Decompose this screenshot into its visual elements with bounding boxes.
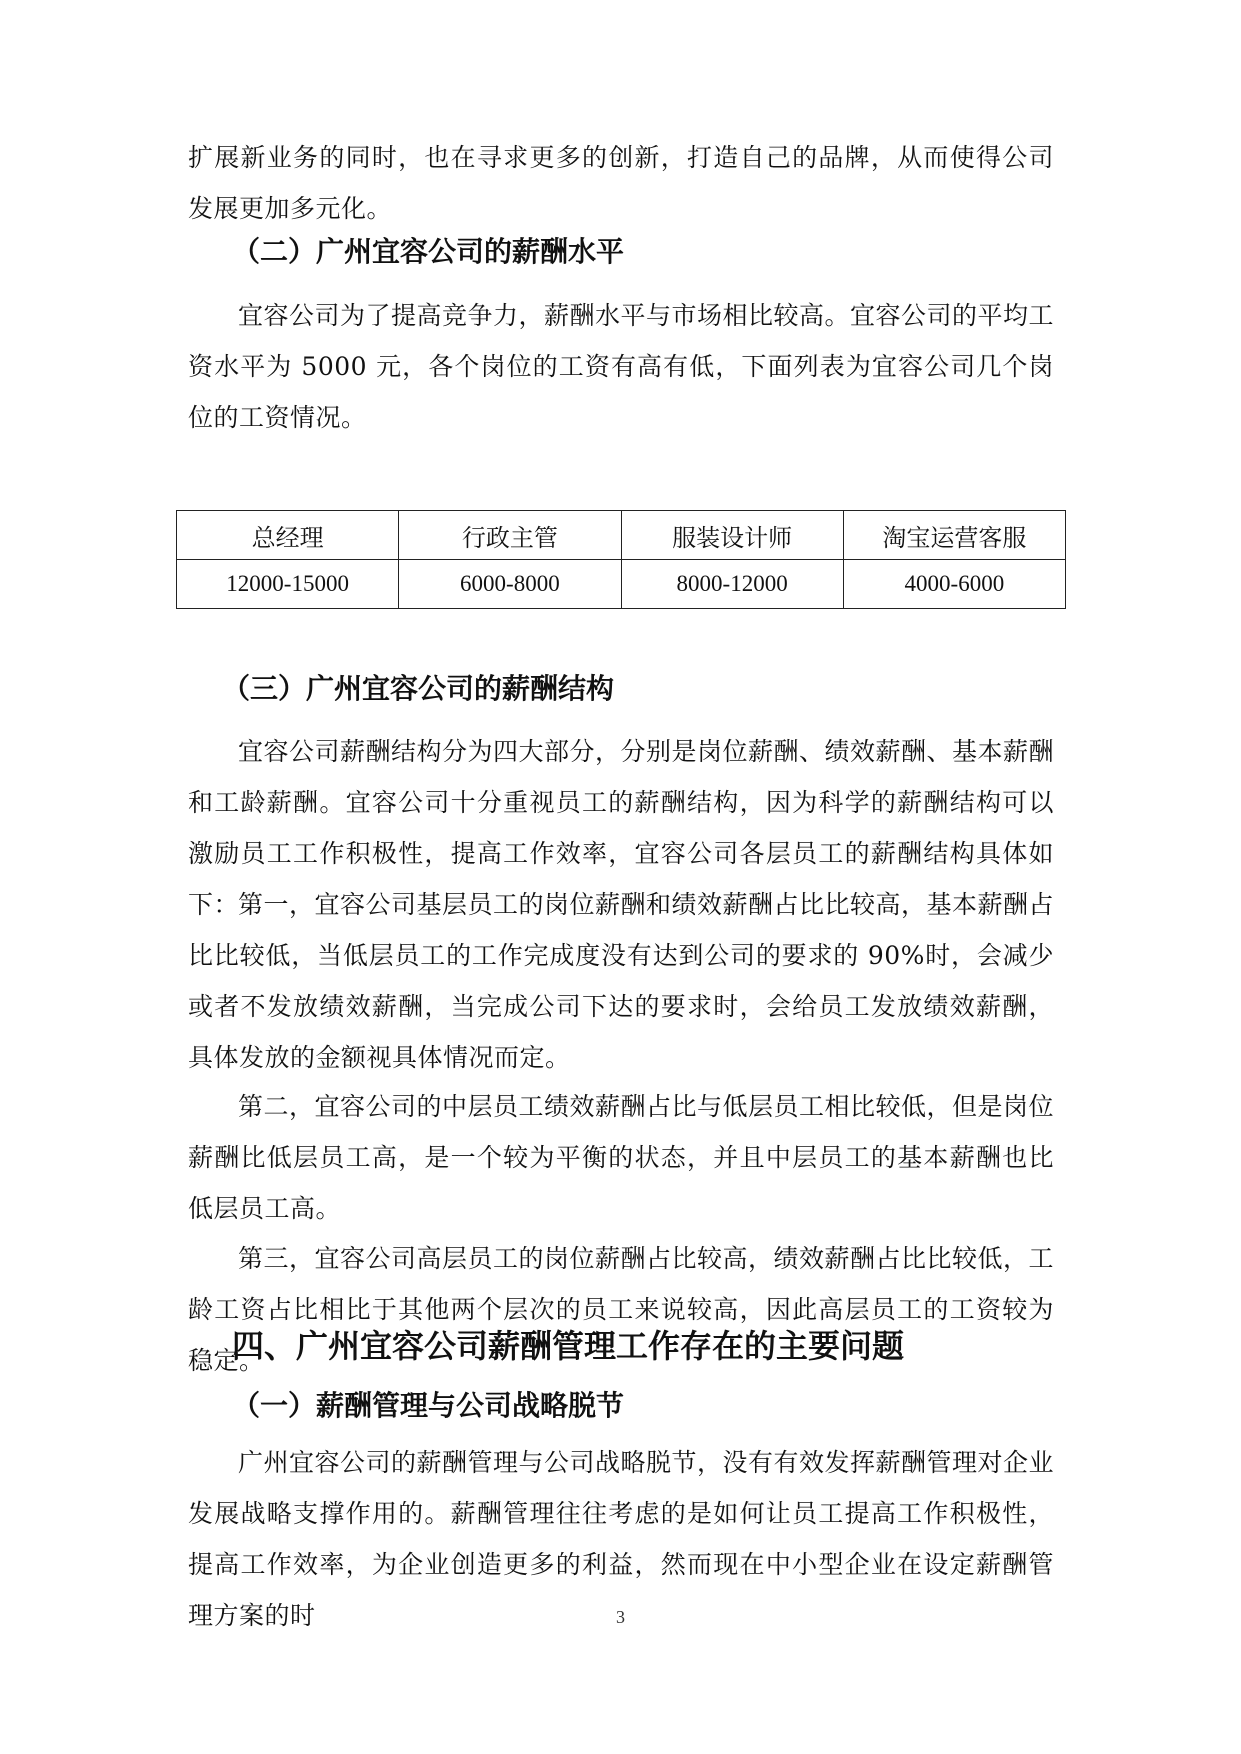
heading-salary-structure: （三）广州宜容公司的薪酬结构 xyxy=(222,672,615,705)
paragraph-continuation: 扩展新业务的同时，也在寻求更多的创新，打造自己的品牌，从而使得公司发展更加多元化。 xyxy=(188,143,1054,223)
paragraph-salary-level: 宜容公司为了提高竞争力，薪酬水平与市场相比较高。宜容公司的平均工资水平为 5000 元，各个岗位的工资有高有低，下面列表为宜容公司几个岗位的工资情况。 xyxy=(188,301,1055,432)
paragraph-problem-one: 广州宜容公司的薪酬管理与公司战略脱节，没有有效发挥薪酬管理对企业发展战略支撑作用的。薪酬管理往往考虑的是如何让员工提高工作积极性，提高工作效率，为企业创造更多的利益，然而现在中小型企业在设定薪酬管理方案的时 xyxy=(188,1448,1055,1630)
heading-problem-one: （一）薪酬管理与公司战略脱节 xyxy=(232,1389,625,1422)
salary-table-value-cell: 8000-12000 xyxy=(621,560,843,609)
salary-table-header-cell: 淘宝运营客服 xyxy=(843,511,1065,560)
salary-table-header-row xyxy=(177,511,1066,560)
salary-table-value-row xyxy=(177,560,1066,609)
salary-table-value-cell: 12000-15000 xyxy=(177,560,399,609)
paragraph-third-level: 第三，宜容公司高层员工的岗位薪酬占比较高，绩效薪酬占比比较低，工龄工资占比相比于其他两个层次的员工来说较高，因此高层员工的工资较为稳定。 xyxy=(188,1244,1055,1375)
page-number: 3 xyxy=(616,1607,625,1627)
paragraph-first-level: 第一，宜容公司基层员工的岗位薪酬和绩效薪酬占比比较高，基本薪酬占比比较低，当低层员工的工作完成度没有达到公司的要求的 90%时，会减少或者不发放绩效薪酬，当完成公司下达的要求时，会给员工发放绩效薪酬，具体发放的金额视具体情况而定。 xyxy=(188,890,1055,1072)
salary-table-value-cell: 6000-8000 xyxy=(399,560,621,609)
salary-table-value-cell: 4000-6000 xyxy=(843,560,1065,609)
salary-table-header-cell: 服装设计师 xyxy=(621,511,843,560)
heading-salary-level: （二）广州宜容公司的薪酬水平 xyxy=(232,235,625,268)
salary-table-header-cell: 行政主管 xyxy=(399,511,621,560)
heading-section-four: 四、广州宜容公司薪酬管理工作存在的主要问题 xyxy=(232,1327,905,1365)
paragraph-second-level: 第二，宜容公司的中层员工绩效薪酬占比与低层员工相比较低，但是岗位薪酬比低层员工高，是一个较为平衡的状态，并且中层员工的基本薪酬也比低层员工高。 xyxy=(188,1092,1055,1223)
salary-table-header-cell: 总经理 xyxy=(177,511,399,560)
salary-table xyxy=(176,510,1066,609)
paragraph-structure-intro: 宜容公司薪酬结构分为四大部分，分别是岗位薪酬、绩效薪酬、基本薪酬和工龄薪酬。宜容公司十分重视员工的薪酬结构，因为科学的薪酬结构可以激励员工工作积极性，提高工作效率，宜容公司各层员工的薪酬结构具体如下： xyxy=(188,737,1055,919)
